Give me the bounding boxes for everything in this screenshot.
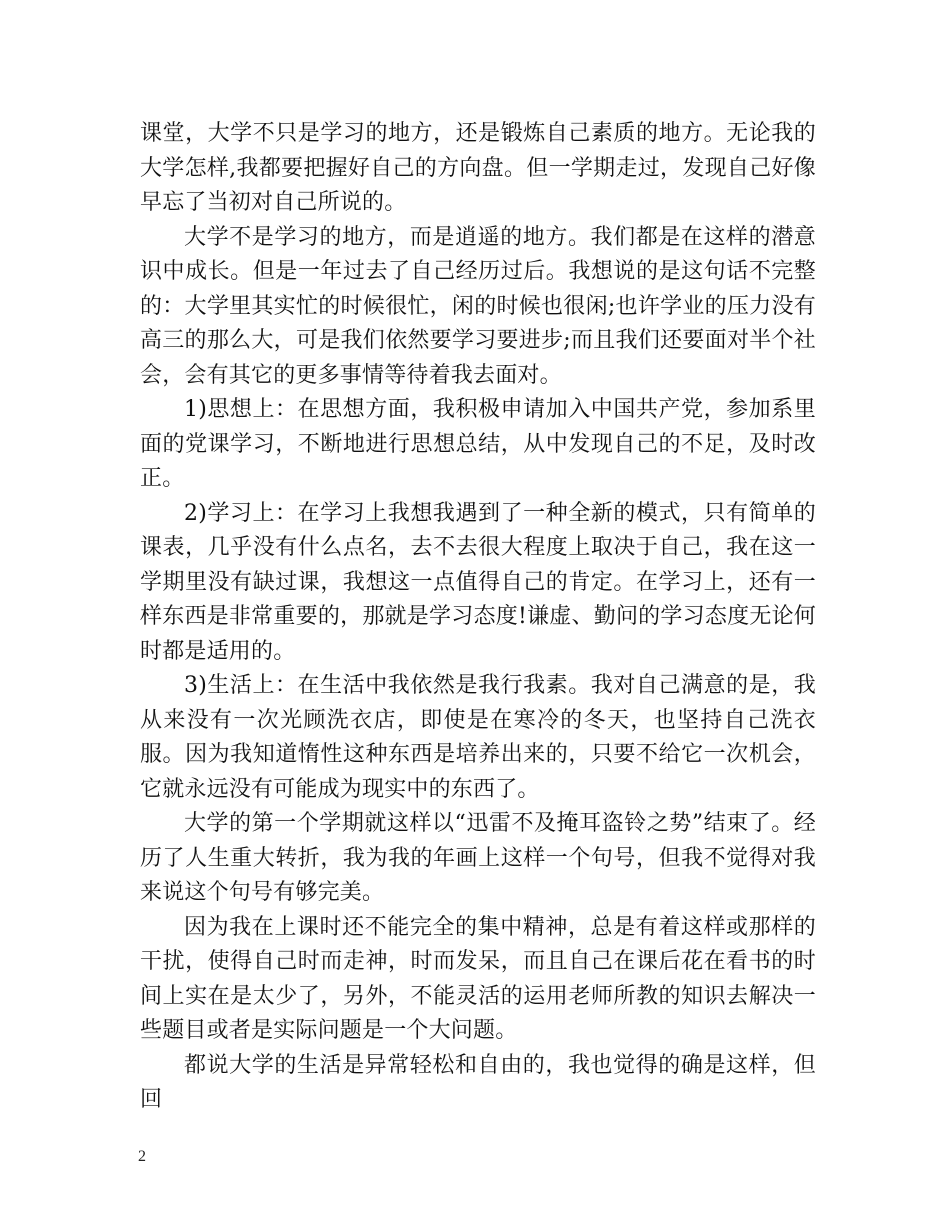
paragraph: 大学不是学习的地方，而是逍遥的地方。我们都是在这样的潜意识中成长。但是一年过去了自己经历过后。我想说的是这句话不完整的：大学里其实忙的时候很忙，闲的时候也很闲;也许学业的压力没有高三的那么大，可是我们依然要学习要进步;而且我们还要面对半个社会，会有其它的更多事情等待着我去面对。 — [140, 224, 816, 388]
page-number: 2 — [138, 1148, 146, 1165]
paragraph: 1)思想上：在思想方面，我积极申请加入中国共产党，参加系里面的党课学习，不断地进行思想总结，从中发现自己的不足，及时改正。 — [140, 397, 816, 491]
paragraph: 大学的第一个学期就这样以“迅雷不及掩耳盗铃之势”结束了。经历了人生重大转折，我为我的年画上这样一个句号，但我不觉得对我来说这个句号有够完美。 — [140, 811, 816, 905]
paragraph: 因为我在上课时还不能完全的集中精神，总是有着这样或那样的干扰，使得自己时而走神，时而发呆，而且自己在课后花在看书的时间上实在是太少了，另外，不能灵活的运用老师所教的知识去解决一些题目或者是实际问题是一个大问题。 — [140, 914, 816, 1043]
paragraph-continuation: 课堂，大学不只是学习的地方，还是锻炼自己素质的地方。无论我的大学怎样,我都要把握好自己的方向盘。但一学期走过，发现自己好像早忘了当初对自己所说的。 — [140, 121, 816, 215]
paragraph: 2)学习上：在学习上我想我遇到了一种全新的模式，只有简单的课表，几乎没有什么点名，去不去很大程度上取决于自己，我在这一学期里没有缺过课，我想这一点值得自己的肯定。在学习上，还有一样东西是非常重要的，那就是学习态度!谦虚、勤问的学习态度无论何时都是适用的。 — [140, 500, 816, 664]
paragraph: 3)生活上：在生活中我依然是我行我素。我对自己满意的是，我从来没有一次光顾洗衣店，即使是在寒冷的冬天，也坚持自己洗衣服。因为我知道惰性这种东西是培养出来的，只要不给它一次机会，它就永远没有可能成为现实中的东西了。 — [140, 673, 816, 802]
paragraph: 都说大学的生活是异常轻松和自由的，我也觉得的确是这样，但回 — [140, 1052, 816, 1112]
document-body — [140, 117, 816, 1118]
